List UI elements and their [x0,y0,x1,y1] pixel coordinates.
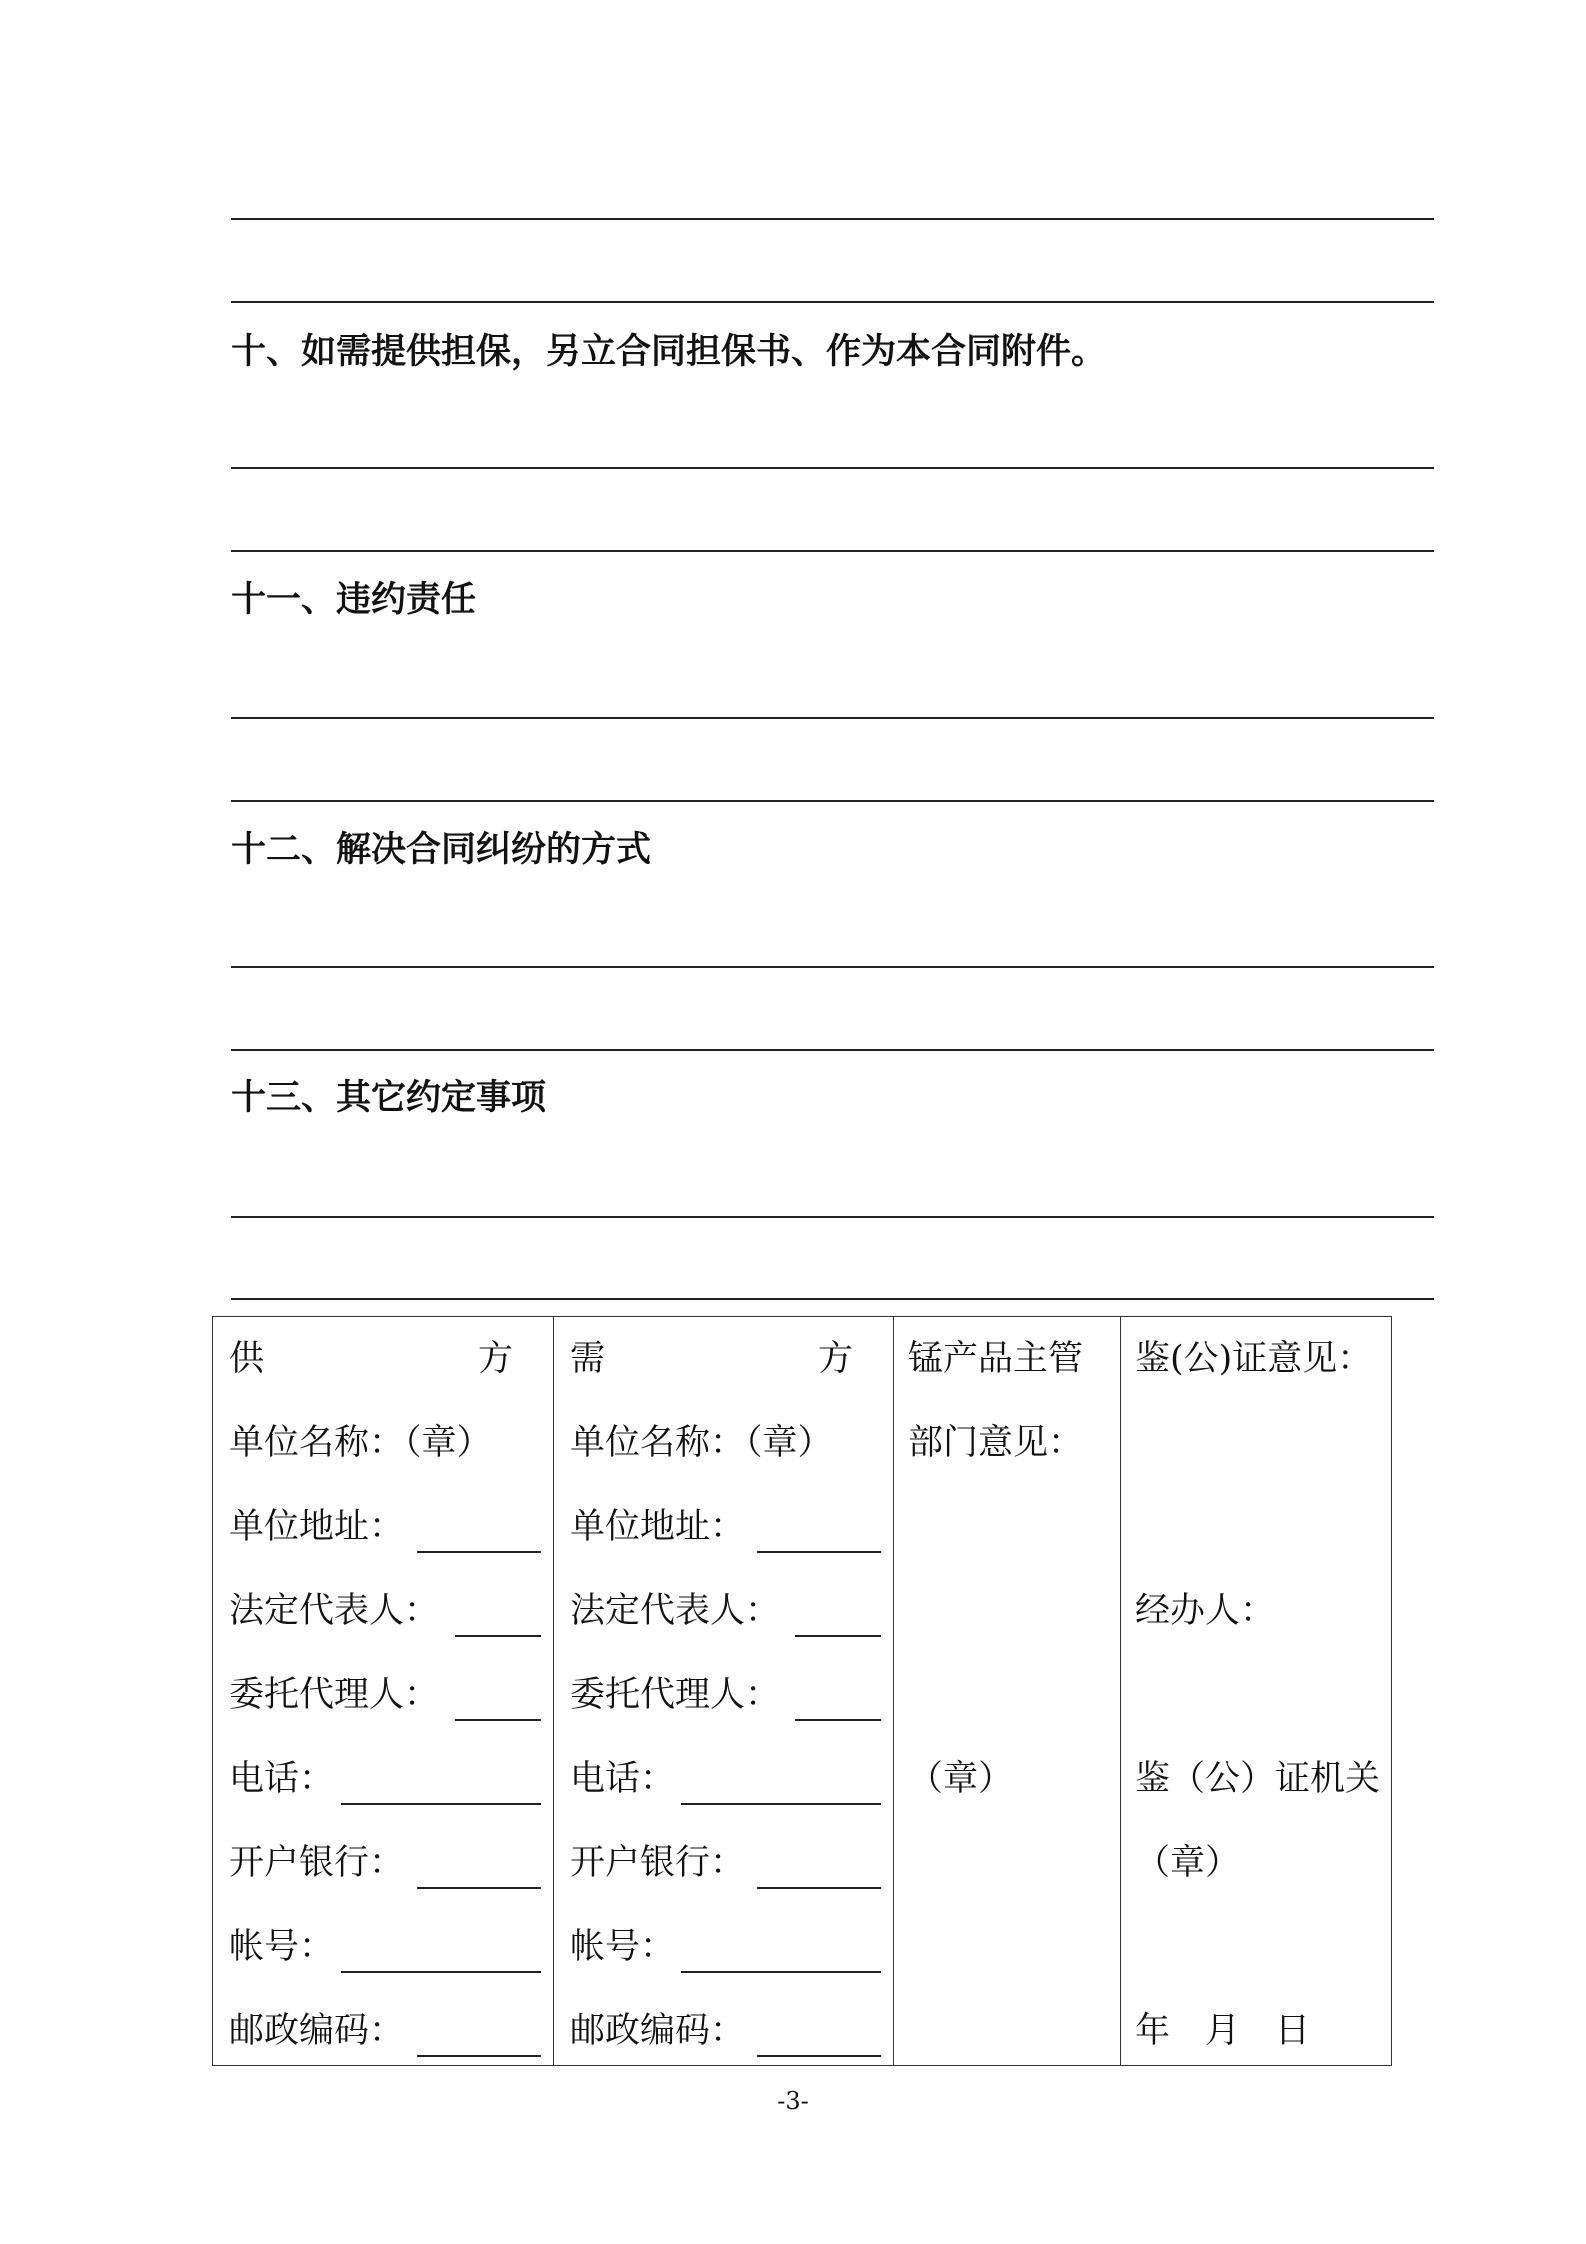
buyer-legal-rep-row [570,1569,881,1653]
buyer-address-field[interactable] [757,1551,881,1553]
buyer-bank-label: 开户银行： [570,1843,746,1883]
supplier-unit-name: 单位名称：（章） [229,1423,492,1463]
buyer-phone-label: 电话： [570,1759,676,1799]
section-heading-liability: 十一、违约责任 [231,580,477,620]
rule-line [231,301,1434,303]
buyer-agent-label: 委托代理人： [570,1675,781,1715]
supplier-bank-label: 开户银行： [229,1843,405,1883]
buyer-postcode-field[interactable] [757,2055,881,2057]
supplier-bank-field[interactable] [417,1887,541,1889]
supplier-account-field[interactable] [341,1971,541,1973]
notary-column [1120,1317,1391,2065]
notary-handler: 经办人： [1135,1591,1276,1631]
section-heading-guarantee: 十、如需提供担保，另立合同担保书、作为本合同附件。 [231,332,1107,372]
supplier-address-label: 单位地址： [229,1507,405,1547]
supplier-account-row [229,1905,541,1989]
supplier-legal-rep-row [229,1569,541,1653]
notary-date: 年 月 日 [1135,2011,1311,2051]
buyer-legal-rep-label: 法定代表人： [570,1591,781,1631]
buyer-address-label: 单位地址： [570,1507,746,1547]
page-number: -3- [777,2087,809,2115]
buyer-title: 需 方 [570,1339,853,1379]
supplier-column [213,1317,553,2065]
supplier-legal-rep-label: 法定代表人： [229,1591,440,1631]
rule-line [231,550,1434,552]
supplier-address-field[interactable] [417,1551,541,1553]
supplier-phone-field[interactable] [341,1803,541,1805]
authority-title-line2: 部门意见： [908,1423,1084,1463]
rule-line [231,800,1434,802]
rule-line [231,1216,1434,1218]
supplier-bank-row [229,1821,541,1905]
rule-line [231,467,1434,469]
section-heading-other: 十三、其它约定事项 [231,1078,547,1118]
rule-line [231,717,1434,719]
buyer-account-label: 帐号： [570,1927,676,1967]
buyer-phone-row [570,1737,881,1821]
supplier-phone-label: 电话： [229,1759,335,1799]
supplier-postcode-field[interactable] [417,2055,541,2057]
section-heading-disputes: 十二、解决合同纠纷的方式 [231,830,652,870]
rule-line [231,966,1434,968]
buyer-address-row [570,1485,881,1569]
rule-line [231,218,1434,220]
supplier-agent-label: 委托代理人： [229,1675,440,1715]
buyer-account-row [570,1905,881,1989]
supplier-address-row [229,1485,541,1569]
buyer-postcode-label: 邮政编码： [570,2011,746,2051]
buyer-bank-row [570,1821,881,1905]
buyer-agent-field[interactable] [795,1719,881,1721]
rule-line [231,1298,1434,1300]
notary-title: 鉴(公)证意见： [1135,1339,1373,1379]
supplier-legal-rep-field[interactable] [455,1635,541,1637]
supplier-agent-field[interactable] [455,1719,541,1721]
signature-table [212,1316,1392,2066]
buyer-column [553,1317,893,2065]
authority-title-line1: 锰产品主管 [908,1339,1084,1379]
supplier-postcode-row [229,1989,541,2073]
supplier-account-label: 帐号： [229,1927,335,1967]
buyer-agent-row [570,1653,881,1737]
supplier-title: 供 方 [229,1339,513,1379]
buyer-unit-name: 单位名称：（章） [570,1423,833,1463]
supplier-phone-row [229,1737,541,1821]
buyer-bank-field[interactable] [757,1887,881,1889]
rule-line [231,1049,1434,1051]
buyer-account-field[interactable] [681,1971,881,1973]
buyer-legal-rep-field[interactable] [795,1635,881,1637]
authority-seal: （章） [908,1759,1014,1799]
notary-seal: （章） [1135,1843,1241,1883]
notary-org: 鉴（公）证机关 [1135,1759,1381,1799]
buyer-phone-field[interactable] [681,1803,881,1805]
supplier-postcode-label: 邮政编码： [229,2011,405,2051]
authority-column [893,1317,1120,2065]
buyer-postcode-row [570,1989,881,2073]
supplier-agent-row [229,1653,541,1737]
